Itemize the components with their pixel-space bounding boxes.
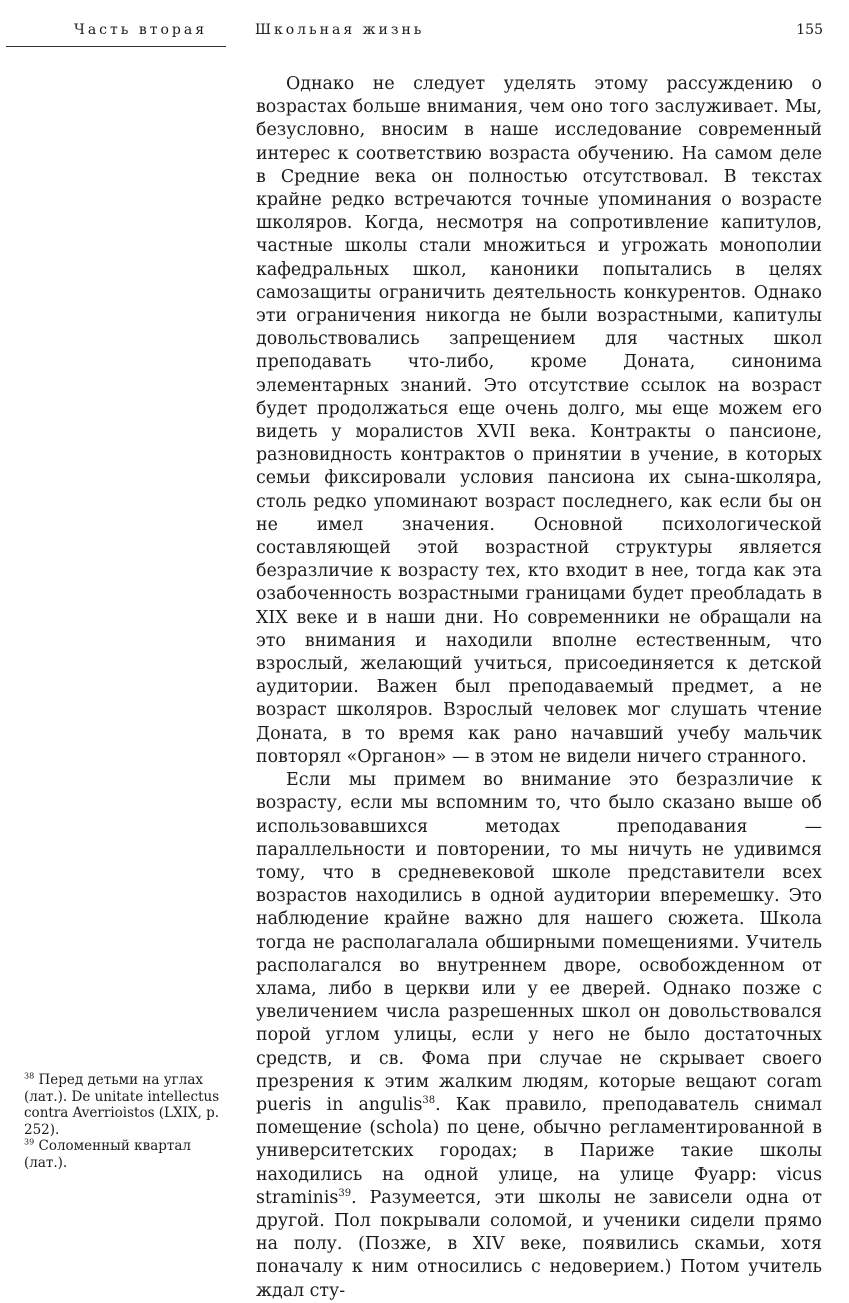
header-rule xyxy=(6,46,226,47)
running-head xyxy=(0,22,849,46)
footnote-ref-39[interactable]: 39 xyxy=(338,1187,352,1199)
running-head-part: Часть вторая xyxy=(74,22,208,38)
footnote-text: Соломенный квартал (лат.). xyxy=(24,1138,191,1171)
footnotes xyxy=(24,1072,224,1171)
footnote-number: 39 xyxy=(24,1137,35,1147)
footnote-number: 38 xyxy=(24,1071,35,1081)
paragraph-2-part-c: . Разумеется, эти школы не зависели одна от другой. Пол покрывали соломой, и ученики сидели прямо на полу. (Позже, в XIV веке, появились скамьи, хотя поначалу к ним относились с недоверием.) Потом учитель ждал сту- xyxy=(256,1187,822,1301)
paragraph-2 xyxy=(256,769,822,1303)
paragraph-2-part-b: . Как правило, преподаватель снимал помещение (schola) по цене, обычно регламентированной в университетских городах; в Париже такие школы находились на одной улице, на улице Фуарр: vicus straminis xyxy=(256,1094,822,1208)
footnote-39 xyxy=(24,1138,224,1171)
footnote-ref-38[interactable]: 38 xyxy=(422,1095,436,1107)
main-text xyxy=(256,73,822,1303)
paragraph-1: Однако не следует уделять этому рассуждению о возрастах больше внимания, чем оно того заслуживает. Мы, безусловно, вносим в наше исследование современный интерес к соответствию возраста обучению. На самом деле в Средние века он полностью отсутствовал. В текстах крайне редко встречаются точные упоминания о возрасте школяров. Когда, несмотря на сопротивление капитулов, частные школы стали множиться и угрожать монополии кафедральных школ, каноники попытались в целях самозащиты ограничить деятельность конкурентов. Однако эти ограничения никогда не были возрастными, капитулы довольствовались запрещением для частных школ преподавать что-либо, кроме Доната, синонима элементарных знаний. Это отсутствие ссылок на возраст будет продолжаться еще очень долго, мы еще можем его видеть у моралистов XVII века. Контракты о пансионе, разновидность контрактов о принятии в учение, в которых семьи фиксировали условия пансиона их сына-школяра, столь редко упоминают возраст последнего, как если бы он не имел значения. Основной психологической составляющей этой возрастной структуры является безразличие к возрасту тех, кто входит в нее, тогда как эта озабоченность возрастными границами будет преобладать в XIX веке и в наши дни. Но современники не обращали на это внимания и находили вполне естественным, что взрослый, желающий учиться, присоединяется к детской аудитории. Важен был преподаваемый предмет, а не возраст школяров. Взрослый человек мог слушать чтение Доната, в то время как рано начавший учебу мальчик повторял «Органон» — в этом не видели ничего странного. xyxy=(256,74,822,767)
running-head-chapter: Школьная жизнь xyxy=(255,22,425,38)
footnote-38 xyxy=(24,1072,224,1138)
page-number: 155 xyxy=(796,22,823,38)
footnote-text: Перед детьми на углах (лат.). De unitate intellectus contra Averrioistos (LXIX, p. 252). xyxy=(24,1072,220,1138)
paragraph-2-part-a: Если мы примем во внимание это безразличие к возрасту, если мы вспомним то, что было сказано выше об использовавшихся методах преподавания — параллельности и повторении, то мы ничуть не удивимся тому, что в средневековой школе представители всех возрастов находились в одной аудитории вперемешку. Это наблюдение крайне важно для нашего сюжета. Школа тогда не располагалала обширными помещениями. Учитель располагался во внутреннем дворе, освобожденном от хлама, либо в церкви или у ее дверей. Однако позже с увеличением числа разрешенных школ он довольствовался порой углом улицы, если у него не было достаточных средств, и св. Фома при случае не скрывает своего презрения к этим жалким людям, которые вещают coram pueris in angulis xyxy=(256,770,822,1115)
